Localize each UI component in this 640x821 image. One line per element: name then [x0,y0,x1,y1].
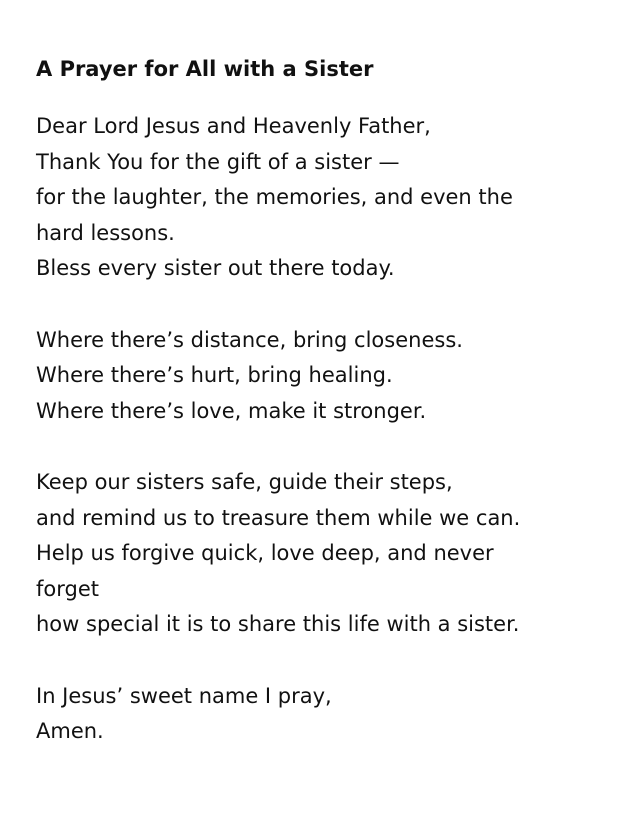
prayer-title: A Prayer for All with a Sister [36,57,374,81]
prayer-line: Bless every sister out there today. [36,256,395,280]
prayer-line: Amen. [36,719,104,743]
prayer-line: for the laughter, the memories, and even the [36,185,513,209]
prayer-line: Where there’s distance, bring closeness. [36,327,463,352]
prayer-line: In Jesus’ sweet name I pray, [36,683,332,708]
stanza-where [36,323,616,430]
prayer-line: Where there’s hurt, bring healing. [36,363,393,387]
prayer-line: and remind us to treasure them while we can. [36,505,521,530]
stanza-keep [36,465,616,643]
stanza-closing [36,679,616,750]
prayer-line: how special it is to share this life with a sister. [36,612,520,636]
stanza-opening [36,109,616,287]
prayer-line: Keep our sisters safe, guide their steps, [36,470,453,494]
prayer-line: Help us forgive quick, love deep, and never [36,541,494,565]
prayer-line: Dear Lord Jesus and Heavenly Father, [36,114,431,138]
prayer-line: Thank You for the gift of a sister — [36,149,400,174]
prayer-line: hard lessons. [36,220,175,245]
prayer-line: forget [36,576,99,601]
prayer-line: Where there’s love, make it stronger. [36,398,427,423]
prayer-document [36,54,616,750]
